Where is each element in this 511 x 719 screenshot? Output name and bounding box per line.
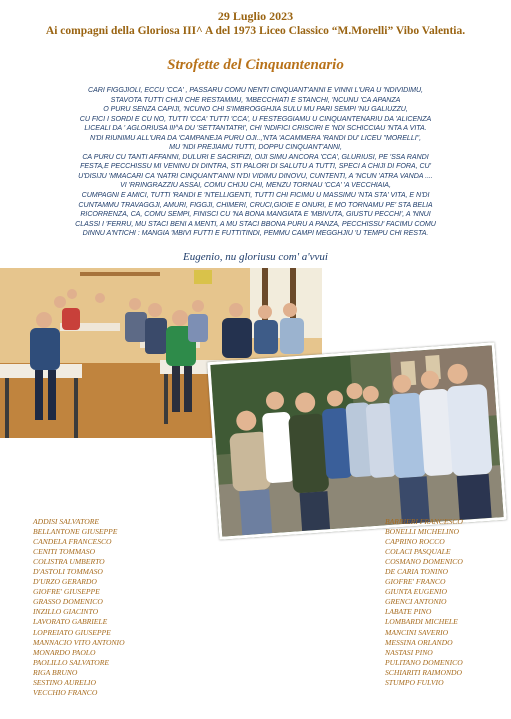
poem-line: U'DISIJU 'MMACARI CA 'NATRI CINQUANT'ANNI N'DI VIDIMU DINOVU, CUNTENTI, A 'NCUN 'ATRA VANDA .... [78,171,433,180]
classmate-name: MANNACIO VITO ANTONIO [33,637,125,647]
outdoor-group-photo [207,342,507,540]
classmate-name: CAPRINO ROCCO [385,537,445,547]
classmate-name: GIOFRE' GIUSEPPE [33,587,100,597]
classmates-list-right [385,517,463,688]
poem-line: DINNU A'NTICHI : MANGIA 'MBIVI FUTTI E FUTTITINDI, PEMMU CAMPI MEGGHJIU 'U TEMPU CHI RESTA. [82,229,429,238]
classmate-name: VECCHIO FRANCO [33,687,98,697]
classmate-name: LOPREIATO GIUSEPPE [33,627,111,637]
poem-line: CA PURU CU TANTI AFFANNI, DULURI E SACRIFIZI, OIJI SIMU ANCORA 'CCA', GLURIUSI, PE 'SSA RANDI [82,152,429,161]
poem-line: MU 'NDI PREJIAMU TUTTI, DOPPU CINQUANT'ANNI, [169,143,342,152]
classmate-name: MONARDO PAOLO [33,647,96,657]
poem-line: CLASSI I 'FERRU, MU STACI BENI A MENTI, A MU STACI BBONA PURU A PANZA, PECCHISSU' FACIMU COMU [75,219,436,228]
classmate-name: COSMANO DOMENICO [385,557,463,567]
classmate-name: BARBIERI FRANCESCO [385,517,463,526]
classmate-name: PAOLILLO SALVATORE [33,657,110,667]
classmate-name: NASTASI PINO [385,647,433,657]
classmates-list-left [33,517,125,698]
classmate-name: MANCINI SAVERIO [385,627,449,637]
poem-line: LICEALI DA ' AGLORIUSA III^A DU 'SETTANTATRI', CHI 'NDIFICI CRISCIRI E 'NDI SCHICCIAU 'NTA A VITA. [84,124,427,133]
outdoor-photo-icon [210,345,503,536]
classmate-name: GRASSO DOMENICO [33,597,103,607]
classmate-name: D'ASTOLI TOMMASO [33,567,103,577]
classmate-name: MESSINA ORLANDO [385,637,453,647]
poem-line: CARI FIGGJIOLI, ECCU 'CCA' , PASSARU COMU NENTI CINQUANT'ANNI E VINNI L'URA U 'NDIVIDIMU, [88,86,423,94]
classmate-name: STUMPO FULVIO [385,677,444,687]
classmate-name: D'URZO GERARDO [33,577,97,587]
classmate-name: DE CARIA TONINO [385,567,449,577]
classmate-name: GIOFRE' FRANCO [385,577,446,587]
poem-line: CUMPAGNI E AMICI, TUTTI 'RANDI E 'NTELLIGENTI, TUTTI CHI FICIMU U MASSIMU 'NTA STA' VITA, E N'DI [81,191,430,200]
classmate-name: SCHIARITI RAIMONDO [385,667,462,677]
poem-title: Strofette del Cinquantenario [167,57,344,73]
poem-line: STAVOTA TUTTI CHIJI CHE RESTAMMU, 'MBECCHIATI E STANCHI, 'NCUNU 'CA APANZA [110,95,401,104]
poem-signature: Eugenio, nu gloriusu com' a'vvui [183,251,328,263]
classmate-name: PULITANO DOMENICO [385,657,463,667]
poem-line: RICORRENZA, CA, COMU SEMPI, FINISCI CU 'NA BONA MANGIATA E 'MBIVUTA, GIUSTU PECCHI', A 'NNUI [80,210,431,219]
classmate-name: BELLANTONE GIUSEPPE [33,527,118,537]
classmate-name: BONELLI MICHELINO [385,527,460,537]
poem-body [16,86,495,239]
classmate-name: CANDELA FRANCESCO [33,537,112,547]
dedication-line: Ai compagni della Gloriosa III^ A del 1973 Liceo Classico “M.Morelli” Vibo Valentia. [45,25,466,37]
document-date: 29 Luglio 2023 [217,9,294,23]
classmate-name: GIUNTA EUGENIO [385,587,447,597]
poem-line: CU FICI I SORDI E CU NO, TUTTI 'CCA' TUTTI 'CCA', U FESTEGGIAMU U CINQUANTENARIU DA 'ALICENZA [79,114,432,123]
poem-line: CUNTAMMU TRAVAGGJI, AMURI, FIGGJI, CHIMERI, CRUCI,GIOIE E ONURI, E MO TORNAMU PE' STA BELIA [78,200,433,209]
classmate-name: COLACI PASQUALE [385,547,451,557]
classmate-name: LAVORATO GABRIELE [33,617,108,627]
classmate-name: ADDISI SALVATORE [33,517,100,526]
poem-line: VI 'RRINGRAZZIU ASSAI, COMU CHIJU CHI, MENZU TORNAU 'CCA' 'A VECCHIAIA, [120,181,391,190]
classmate-name: GRENCI ANTONIO [385,597,447,607]
classmate-name: CENITI TOMMASO [33,547,96,557]
classmate-name: INZILLO GIACINTO [33,607,99,617]
poem-line: FESTA,E PECCHISSU MI VENINU DI DINTRA, STI PALORI DI SALUTU A TUTTI, SPECI A CHIJI DI FORA, CU' [80,162,431,171]
classmate-name: RIGA BRUNO [33,667,78,677]
classmate-name: LOMBARDI MICHELE [385,617,458,627]
classmate-name: SESTINO AURELIO [33,677,96,687]
classmate-name: LABATE PINO [385,607,432,617]
poem-line: N'DI RIUNIMU ALL'URA DA 'CAMPANEJA PURU OJI..,'NTA 'ACAMMERA 'RANDI DU' LICEU "MORELLI", [89,133,422,142]
classmate-name: COLISTRA UMBERTO [33,557,105,567]
poem-line: O PURU SENZA CAPIJI, 'NCUNO CHI S'IMBROGGHJIA SULU MU PARI SEMPI 'NU GALIUZZU, [103,105,408,114]
